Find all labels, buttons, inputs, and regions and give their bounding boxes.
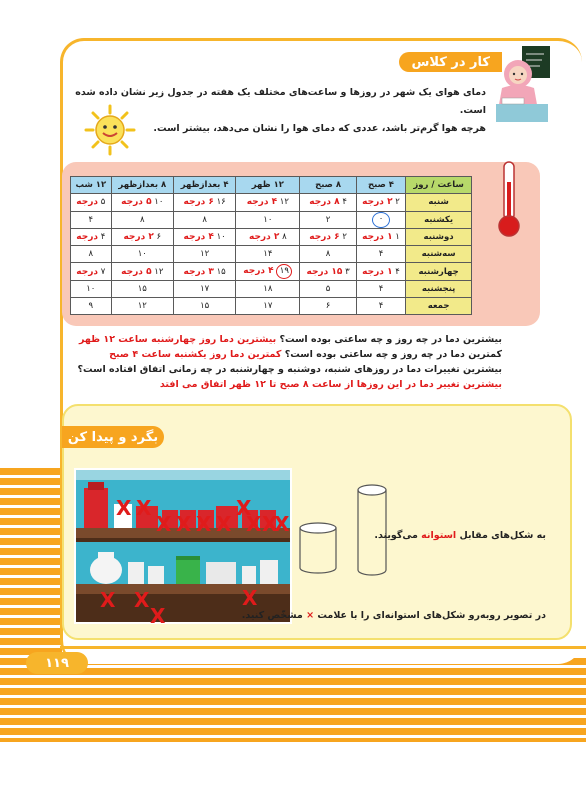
red-x-mark: X bbox=[236, 496, 252, 520]
table-cell: ۱۸ bbox=[236, 280, 300, 297]
table-cell: ۱۲ bbox=[173, 246, 235, 263]
table-cell: ۴ bbox=[356, 298, 405, 315]
short-cylinder bbox=[300, 523, 336, 573]
day-cell: جمعه bbox=[406, 298, 472, 315]
table-cell: ۸ bbox=[111, 211, 173, 228]
annotation: درجه bbox=[76, 232, 99, 243]
table-cell: ۲ ۶ درجه bbox=[300, 228, 356, 245]
annotation: ۶ درجه bbox=[183, 197, 214, 208]
table-cell: ۱ ۱ درجه bbox=[356, 228, 405, 245]
red-x-mark: X bbox=[216, 512, 232, 536]
table-cell-min bbox=[356, 211, 405, 228]
red-x-mark: X bbox=[116, 496, 132, 520]
day-cell: یکشنبه bbox=[406, 211, 472, 228]
blue-circle-mark: ۰ bbox=[372, 212, 390, 228]
table-cell: ۱۰ bbox=[236, 211, 300, 228]
column-header: ۱۲ شب bbox=[71, 177, 112, 194]
red-circle-mark: ۱۹ bbox=[276, 264, 292, 279]
cross-mark-symbol: × bbox=[306, 610, 315, 621]
table-cell: ۴ ۸ درجه bbox=[300, 194, 356, 211]
decorative-stripes-left bbox=[0, 468, 62, 658]
table-cell: ۱۰ bbox=[111, 246, 173, 263]
cylinder-definition: به شکل‌های مقابل استوانه می‌گویند. bbox=[374, 530, 546, 541]
column-header: ۸ صبح bbox=[300, 177, 356, 194]
table-cell: ۴ ۱ درجه bbox=[356, 263, 405, 280]
answer-2: کمترین دما روز یکشنبه ساعت ۴ صبح bbox=[109, 349, 282, 360]
table-cell: ۸ bbox=[173, 211, 235, 228]
corner-right-label: ساعت bbox=[437, 180, 464, 191]
table-cell: ۸ ۲ درجه bbox=[236, 228, 300, 245]
annotation: ۵ درجه bbox=[121, 197, 152, 208]
table-cell: ۸ bbox=[300, 246, 356, 263]
column-header: ۸ بعدازظهر bbox=[111, 177, 173, 194]
table-cell: ۲ bbox=[300, 211, 356, 228]
day-cell: پنجشنبه bbox=[406, 280, 472, 297]
annotation: ۲ درجه bbox=[248, 232, 280, 243]
table-cell: ۷ درجه bbox=[71, 263, 112, 280]
table-row bbox=[71, 194, 472, 211]
day-cell: شنبه bbox=[406, 194, 472, 211]
table-row bbox=[71, 298, 472, 315]
page-number: ۱۱۹ bbox=[26, 652, 88, 674]
red-x-mark: X bbox=[156, 512, 172, 536]
annotation: ۶ درجه bbox=[309, 232, 340, 243]
table-header-row bbox=[71, 177, 472, 194]
table-corner-cell: ساعت / روز bbox=[406, 177, 472, 194]
table-cell: ۱۰ ۴ درجه bbox=[173, 228, 235, 245]
question-3: بیشترین تغییرات دما در روزهای شنبه، دوشنبه و چهارشنبه در چه زمانی اتفاق افتاده است؟ bbox=[77, 364, 502, 375]
red-x-mark: X bbox=[242, 586, 258, 610]
column-header: ۱۲ ظهر bbox=[236, 177, 300, 194]
annotation: ۲ درجه bbox=[362, 197, 393, 208]
red-x-mark: X bbox=[100, 588, 116, 612]
red-x-mark: X bbox=[196, 512, 212, 536]
table-row bbox=[71, 263, 472, 280]
answer-3: بیشترین تغییر دما در این روزها از ساعت ۸ صبح تا ۱۲ ظهر اتفاق می افتد bbox=[159, 379, 502, 390]
table-cell: ۱۰ ۵ درجه bbox=[111, 194, 173, 211]
column-header: ۴ بعدازظهر bbox=[173, 177, 235, 194]
red-x-mark: X bbox=[274, 512, 290, 536]
day-cell: چهارشنبه bbox=[406, 263, 472, 280]
intro-text bbox=[66, 84, 486, 138]
annotation: ۸ درجه bbox=[309, 197, 340, 208]
annotation: ۴ درجه bbox=[246, 197, 278, 208]
table-cell: ۸ bbox=[71, 246, 112, 263]
table-cell: ۱۲ ۴ درجه bbox=[236, 194, 300, 211]
annotation: ۴ درجه bbox=[243, 266, 274, 277]
day-cell: سه‌شنبه bbox=[406, 246, 472, 263]
table-cell: ۱۷ bbox=[236, 298, 300, 315]
question-2: کمترین دما در چه روز و چه ساعتی بوده است؟ کمترین دما روز یکشنبه ساعت ۴ صبح bbox=[109, 349, 502, 360]
annotation: درجه bbox=[76, 266, 99, 277]
table-cell: ۵ درجه bbox=[71, 194, 112, 211]
table-cell: ۱۰ bbox=[71, 280, 112, 297]
table-row bbox=[71, 280, 472, 297]
table-row bbox=[71, 228, 472, 245]
table-cell: ۱۷ bbox=[173, 280, 235, 297]
annotation: ۱ درجه bbox=[362, 232, 393, 243]
red-x-mark: X bbox=[136, 496, 152, 520]
annotation: ۴ درجه bbox=[183, 232, 214, 243]
table-cell: ۵ bbox=[300, 280, 356, 297]
annotation: ۱ درجه bbox=[362, 266, 393, 277]
table-cell: ۶ ۲ درجه bbox=[111, 228, 173, 245]
table-cell: ۱۲ bbox=[111, 298, 173, 315]
red-x-mark: X bbox=[176, 512, 192, 536]
table-cell: ۱۵ bbox=[111, 280, 173, 297]
annotation: ۵ درجه bbox=[121, 266, 152, 277]
table-cell-max bbox=[236, 263, 300, 280]
column-header: ۴ صبح bbox=[356, 177, 405, 194]
table-cell: ۴ bbox=[356, 246, 405, 263]
corner-left-label: روز bbox=[413, 180, 429, 191]
day-cell: دوشنبه bbox=[406, 228, 472, 245]
red-x-mark: X bbox=[262, 512, 278, 536]
annotation: ۳ درجه bbox=[183, 266, 214, 277]
table-cell: ۲ ۲ درجه bbox=[356, 194, 405, 211]
table-cell: ۱۲ ۵ درجه bbox=[111, 263, 173, 280]
table-cell: ۹ bbox=[71, 298, 112, 315]
table-cell: ۱۵ bbox=[173, 298, 235, 315]
table-cell: ۱۴ bbox=[236, 246, 300, 263]
temperature-table bbox=[70, 176, 472, 315]
decorative-stripes-bottom bbox=[0, 658, 586, 742]
cylinder-instruction: در تصویر روبه‌رو شکل‌های استوانه‌ای را با علامت × مشخّص کنید. bbox=[241, 610, 546, 621]
table-cell: ۶ bbox=[300, 298, 356, 315]
table-cell: ۱۵ ۳ درجه bbox=[173, 263, 235, 280]
table-row bbox=[71, 246, 472, 263]
table-cell: ۱۶ ۶ درجه bbox=[173, 194, 235, 211]
annotation: درجه bbox=[76, 197, 99, 208]
table-row bbox=[71, 211, 472, 228]
intro-line-1: دمای هوای یک شهر در روزها و ساعت‌های مختلف یک هفته در جدول زیر نشان داده شده است. bbox=[75, 87, 486, 116]
intro-line-2: هرچه هوا گرم‌تر باشد، عددی که دمای هوا را نشان می‌دهد، بیشتر است. bbox=[153, 123, 486, 134]
answer-1: بیشترین دما روز چهارشنبه ساعت ۱۲ ظهر bbox=[78, 334, 277, 345]
frame-bottom-line bbox=[60, 646, 586, 649]
questions-block bbox=[12, 332, 502, 392]
annotation: ۱۵ درجه bbox=[306, 266, 343, 277]
question-1: بیشترین دما در چه روز و چه ساعتی بوده است؟ بیشترین دما روز چهارشنبه ساعت ۱۲ ظهر bbox=[78, 334, 502, 345]
table-cell: ۴ bbox=[356, 280, 405, 297]
section-title-tab: کار در کلاس bbox=[399, 52, 502, 72]
find-section-title: بگرد و پیدا کن bbox=[62, 426, 164, 448]
red-x-mark: X bbox=[134, 588, 150, 612]
red-x-mark: X bbox=[150, 604, 166, 628]
annotation: ۲ درجه bbox=[123, 232, 154, 243]
table-cell: ۳ ۱۵ درجه bbox=[300, 263, 356, 280]
cylinder-word: استوانه bbox=[421, 530, 457, 541]
table-cell: ۴ درجه bbox=[71, 228, 112, 245]
thermometer-icon bbox=[494, 160, 524, 238]
table-cell: ۴ bbox=[71, 211, 112, 228]
red-x-mark: X bbox=[246, 512, 262, 536]
